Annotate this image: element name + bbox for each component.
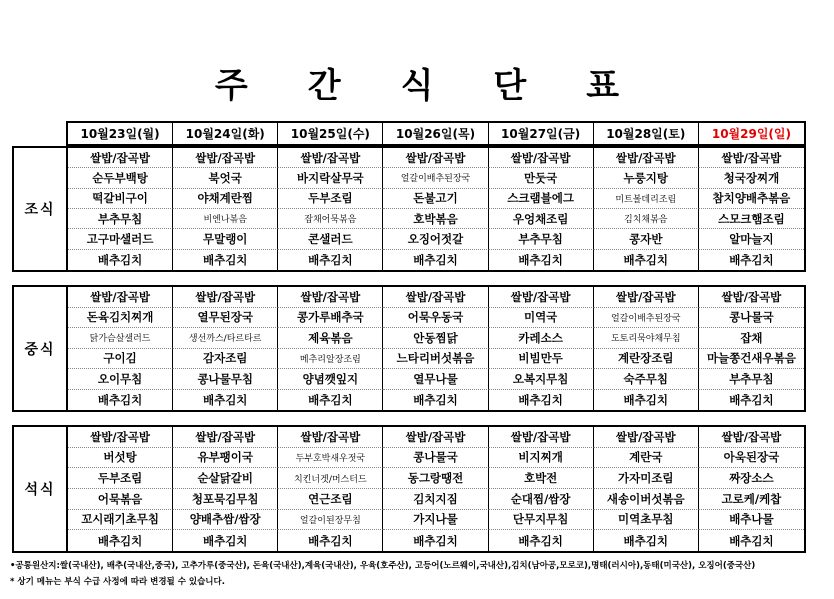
menu-cell: 배추김치 [68,250,173,270]
menu-cell: 쌀밥/잡곡밥 [173,148,278,168]
day-header: 10월26일(목) [383,123,488,144]
menu-cell: 배추김치 [489,390,594,411]
menu-cell: 어묵볶음 [68,489,173,510]
menu-cell: 쌀밥/잡곡밥 [173,427,278,448]
menu-cell: 쌀밥/잡곡밥 [594,427,699,448]
menu-cell: 얼갈이배추된장국 [383,168,488,188]
menu-cell: 고로케/케찹 [699,489,804,510]
day-header: 10월25일(수) [278,123,383,144]
menu-cell: 쌀밥/잡곡밥 [699,427,804,448]
menu-cell: 청국장찌개 [699,168,804,188]
menu-cell: 버섯탕 [68,448,173,469]
menu-cell: 돈육김치찌개 [68,308,173,329]
menu-cell: 비엔나볶음 [173,209,278,229]
menu-cell: 청포묵김무침 [173,489,278,510]
menu-cell: 배추김치 [278,390,383,411]
menu-cell: 두부조림 [278,189,383,209]
section-label: 중식 [14,287,68,410]
menu-cell: 생선까스/타르타르 [173,328,278,349]
menu-cell: 쌀밥/잡곡밥 [383,148,488,168]
menu-cell: 누룽지탕 [594,168,699,188]
menu-cell: 쌀밥/잡곡밥 [489,148,594,168]
menu-cell: 어묵우동국 [383,308,488,329]
menu-cell: 김치지짐 [383,489,488,510]
menu-cell: 동그랑땡전 [383,468,488,489]
menu-grid [68,427,804,551]
menu-cell: 우엉채조림 [489,209,594,229]
menu-cell: 쌀밥/잡곡밥 [594,148,699,168]
menu-cell: 카레소스 [489,328,594,349]
menu-cell: 미역국 [489,308,594,329]
menu-cell: 배추김치 [278,250,383,270]
menu-cell: 꼬시래기초무침 [68,510,173,531]
change-notice: * 상기 메뉴는 부식 수급 사정에 따라 변경될 수 있습니다. [10,577,225,587]
menu-cell: 배추김치 [383,530,488,551]
section-breakfast [12,146,806,272]
menu-cell: 아욱된장국 [699,448,804,469]
menu-cell: 잡채어묵볶음 [278,209,383,229]
menu-cell: 느타리버섯볶음 [383,349,488,370]
menu-cell: 부추무침 [68,209,173,229]
day-header: 10월27일(금) [489,123,594,144]
menu-cell: 배추김치 [68,530,173,551]
menu-cell: 순대찜/쌈장 [489,489,594,510]
menu-cell: 안동찜닭 [383,328,488,349]
menu-cell: 가지나물 [383,510,488,531]
menu-cell: 오징어젓갈 [383,229,488,249]
menu-cell: 콩가루배추국 [278,308,383,329]
day-header: 10월24일(화) [173,123,278,144]
menu-cell: 숙주무침 [594,369,699,390]
menu-cell: 마늘쫑건새우볶음 [699,349,804,370]
menu-cell: 순두부백탕 [68,168,173,188]
menu-cell: 콘샐러드 [278,229,383,249]
menu-cell: 배추김치 [383,390,488,411]
menu-cell: 야채계란찜 [173,189,278,209]
menu-cell: 열무나물 [383,369,488,390]
menu-cell: 배추김치 [594,250,699,270]
day-header: 10월23일(월) [68,123,173,144]
menu-cell: 오복지무침 [489,369,594,390]
menu-cell: 구이김 [68,349,173,370]
menu-cell: 스크램블에그 [489,189,594,209]
menu-cell: 쌀밥/잡곡밥 [68,148,173,168]
menu-cell: 감자조림 [173,349,278,370]
menu-cell: 배추김치 [594,530,699,551]
menu-cell: 두부호박새우젓국 [278,448,383,469]
menu-cell: 돈불고기 [383,189,488,209]
menu-cell: 쌀밥/잡곡밥 [594,287,699,308]
menu-cell: 연근조림 [278,489,383,510]
menu-cell: 부추무침 [489,229,594,249]
menu-cell: 콩나물국 [383,448,488,469]
menu-cell: 쌀밥/잡곡밥 [278,287,383,308]
section-label: 석식 [14,427,68,551]
menu-cell: 배추김치 [729,533,774,548]
section-dinner [12,425,806,553]
menu-cell: 가자미조림 [594,468,699,489]
menu-cell: 쌀밥/잡곡밥 [383,287,488,308]
menu-cell: 계란장조림 [594,349,699,370]
menu-cell: 계란국 [594,448,699,469]
menu-cell: 배추김치 [278,530,383,551]
menu-cell: 양념깻잎지 [278,369,383,390]
menu-cell: 만둣국 [489,168,594,188]
menu-cell: 오이무침 [68,369,173,390]
menu-cell: 짜장소스 [699,468,804,489]
menu-cell: 배추김치 [729,392,774,407]
menu-cell: 도토리묵야채무침 [594,328,699,349]
menu-cell: 비빔만두 [489,349,594,370]
menu-cell: 비지찌개 [489,448,594,469]
menu-cell: 미트볼데리조림 [594,189,699,209]
menu-cell: 미역초무침 [594,510,699,531]
day-header: 10월28일(토) [594,123,699,144]
menu-cell: 배추나물 [699,510,804,531]
menu-cell: 치킨너겟/머스터드 [278,468,383,489]
menu-cell: 참치양배추볶음 [699,189,804,209]
menu-cell: 배추김치 [594,390,699,411]
menu-cell: 부추무침 [699,369,804,390]
day-header-row [66,121,806,146]
menu-cell: 두부조림 [68,468,173,489]
menu-cell: 배추김치 [729,252,774,267]
menu-cell: 쌀밥/잡곡밥 [489,427,594,448]
section-label: 조식 [14,148,68,270]
menu-cell: 순살닭갈비 [173,468,278,489]
menu-cell: 쌀밥/잡곡밥 [68,287,173,308]
menu-cell: 얼갈이배추된장국 [594,308,699,329]
menu-cell: 제육볶음 [278,328,383,349]
menu-cell: 콩나물무침 [173,369,278,390]
menu-cell: 콩나물국 [699,308,804,329]
menu-cell: 유부팽이국 [173,448,278,469]
menu-cell: 호박전 [489,468,594,489]
menu-cell: 쌀밥/잡곡밥 [278,427,383,448]
menu-cell: 새송이버섯볶음 [594,489,699,510]
menu-cell: 쌀밥/잡곡밥 [173,287,278,308]
menu-cell: 콩자반 [594,229,699,249]
page-title: 주간식단표 [214,66,680,106]
menu-cell: 얼갈이된장무침 [278,510,383,531]
menu-cell: 북엇국 [173,168,278,188]
menu-cell: 쌀밥/잡곡밥 [699,287,804,308]
menu-cell: 무말랭이 [173,229,278,249]
menu-cell: 쌀밥/잡곡밥 [68,427,173,448]
menu-cell: 열무된장국 [173,308,278,329]
menu-cell: 배추김치 [173,250,278,270]
menu-cell: 배추김치 [173,530,278,551]
menu-cell: 김치채볶음 [594,209,699,229]
menu-cell: 쌀밥/잡곡밥 [383,427,488,448]
menu-grid [68,287,804,410]
menu-cell: 바지락살무국 [278,168,383,188]
menu-cell: 닭가슴살샐러드 [68,328,173,349]
menu-cell: 쌀밥/잡곡밥 [699,148,804,168]
menu-cell: 배추김치 [383,250,488,270]
day-header: 10월29일(일) [711,127,791,141]
menu-cell: 배추김치 [173,390,278,411]
menu-cell: 잡채 [699,328,804,349]
menu-cell: 배추김치 [68,390,173,411]
menu-cell: 알마늘지 [699,229,804,249]
menu-cell: 배추김치 [489,530,594,551]
menu-cell: 메추리알장조림 [278,349,383,370]
menu-cell: 배추김치 [489,250,594,270]
menu-cell: 단무지무침 [489,510,594,531]
menu-cell: 쌀밥/잡곡밥 [278,148,383,168]
menu-cell: 고구마샐러드 [68,229,173,249]
menu-cell: 호박볶음 [383,209,488,229]
menu-cell: 쌀밥/잡곡밥 [489,287,594,308]
origin-note: •공통원산지:쌀(국내산), 배추(국내산,중국), 고추가루(중국산), 돈육(국내산),계육(국내산), 우육(호주산), 고등어(노르웨이,국내산),김치(남아공,모로코),명태(러시아),동태(미국산), 오징어(중국산) [10,561,756,571]
menu-cell: 떡갈비구이 [68,189,173,209]
menu-cell: 스모크햄조림 [699,209,804,229]
section-lunch [12,285,806,412]
menu-grid [68,148,804,270]
menu-cell: 양배추쌈/쌈장 [173,510,278,531]
